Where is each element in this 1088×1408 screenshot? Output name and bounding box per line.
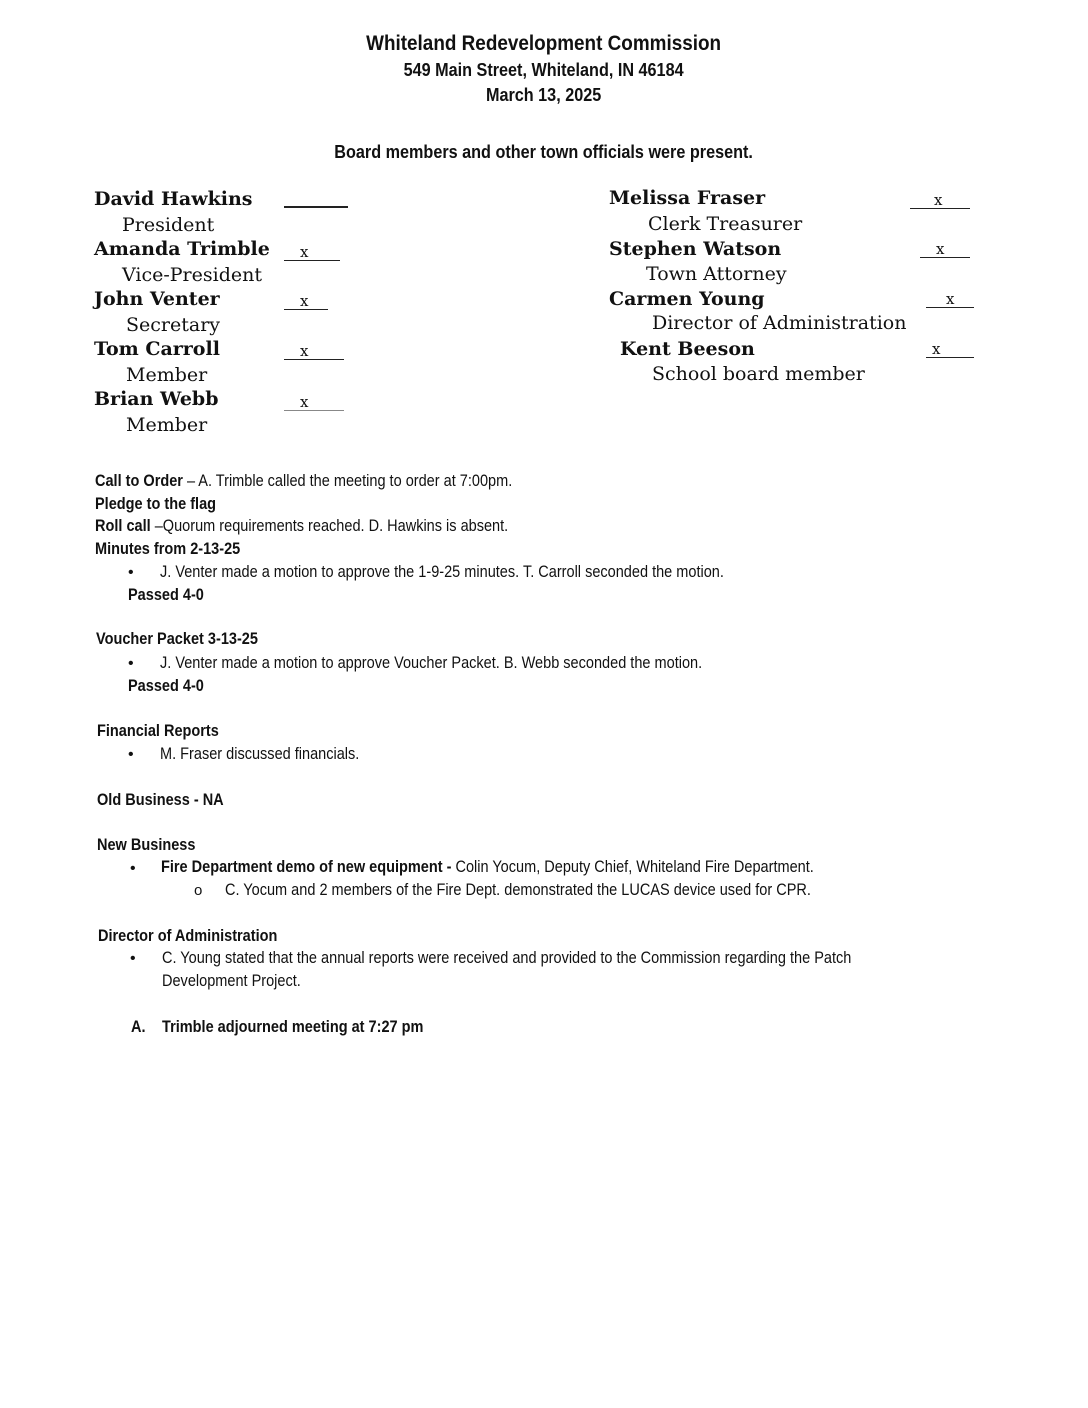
- new-business-subitem: C. Yocum and 2 members of the Fire Dept. demonstrated the LUCAS device used for CPR.: [225, 881, 811, 899]
- bullet-icon: •: [130, 860, 136, 877]
- document-title: Whiteland Redevelopment Commission: [366, 32, 722, 55]
- member-role: Vice-President: [122, 264, 262, 286]
- attendance-mark: x: [920, 242, 970, 258]
- member-role: Member: [126, 364, 208, 386]
- attendance-mark: x: [926, 342, 974, 358]
- financial-item: M. Fraser discussed financials.: [160, 745, 360, 763]
- meeting-date: March 13, 2025: [485, 85, 602, 105]
- voucher-motion: J. Venter made a motion to approve Voucher Packet. B. Webb seconded the motion.: [160, 654, 703, 672]
- director-item-line2: Development Project.: [162, 972, 301, 990]
- new-business-heading: New Business: [97, 836, 196, 854]
- bullet-icon: •: [128, 746, 134, 763]
- attendance-mark: x: [284, 245, 340, 261]
- minutes-result: Passed 4-0: [128, 586, 204, 604]
- attendance-mark: x: [284, 294, 328, 310]
- bullet-icon: •: [128, 564, 134, 581]
- official-role: Director of Administration: [652, 312, 907, 334]
- attendance-mark: [284, 192, 348, 208]
- official-role: Town Attorney: [646, 263, 787, 285]
- new-business-item-text: Colin Yocum, Deputy Chief, Whiteland Fire Department.: [451, 858, 814, 876]
- address: 549 Main Street, Whiteland, IN 46184: [403, 60, 684, 80]
- member-role: Member: [126, 414, 208, 436]
- official-name: Melissa Fraser: [609, 187, 766, 209]
- attendance-note: Board members and other town officials were present.: [334, 142, 753, 162]
- adjourn-text: Trimble adjourned meeting at 7:27 pm: [162, 1018, 424, 1036]
- roll-call: [95, 517, 508, 536]
- bullet-icon: •: [130, 950, 136, 967]
- director-item-line1: C. Young stated that the annual reports were received and provided to the Commission regarding the Patch: [162, 949, 852, 967]
- official-name: Stephen Watson: [609, 238, 782, 260]
- old-business: Old Business - NA: [97, 791, 224, 809]
- official-role: Clerk Treasurer: [648, 213, 803, 235]
- roll-call-text: –Quorum requirements reached. D. Hawkins is absent.: [150, 517, 509, 535]
- attendance-mark: x: [284, 344, 344, 360]
- call-to-order-text: – A. Trimble called the meeting to order at 7:00pm.: [182, 472, 513, 490]
- member-name: Tom Carroll: [94, 338, 220, 360]
- attendance-mark: x: [284, 395, 344, 411]
- minutes-motion: J. Venter made a motion to approve the 1-9-25 minutes. T. Carroll seconded the motion.: [160, 563, 724, 581]
- adjourn-marker: A.: [131, 1018, 146, 1036]
- voucher-heading: Voucher Packet 3-13-25: [96, 630, 258, 648]
- voucher-result: Passed 4-0: [128, 677, 204, 695]
- new-business-item: [161, 858, 814, 877]
- member-name: Brian Webb: [94, 388, 219, 410]
- member-name: Amanda Trimble: [94, 238, 270, 260]
- member-name: John Venter: [94, 288, 220, 310]
- minutes-heading: Minutes from 2-13-25: [95, 540, 241, 558]
- bullet-icon: •: [128, 655, 134, 672]
- director-heading: Director of Administration: [98, 927, 278, 945]
- attendance-mark: x: [910, 193, 970, 209]
- member-role: Secretary: [126, 314, 221, 336]
- roll-call-label: Roll call: [95, 517, 151, 535]
- sub-bullet-icon: o: [194, 882, 203, 899]
- member-role: President: [122, 214, 215, 236]
- pledge: Pledge to the flag: [95, 495, 217, 513]
- member-name: David Hawkins: [94, 188, 253, 210]
- financial-heading: Financial Reports: [97, 722, 219, 740]
- official-name: Carmen Young: [609, 288, 765, 310]
- call-to-order: [95, 472, 512, 491]
- official-name: Kent Beeson: [620, 338, 755, 360]
- call-to-order-label: Call to Order: [95, 472, 183, 490]
- new-business-item-label: Fire Department demo of new equipment -: [161, 858, 452, 876]
- attendance-mark: x: [926, 292, 974, 308]
- official-role: School board member: [652, 363, 865, 385]
